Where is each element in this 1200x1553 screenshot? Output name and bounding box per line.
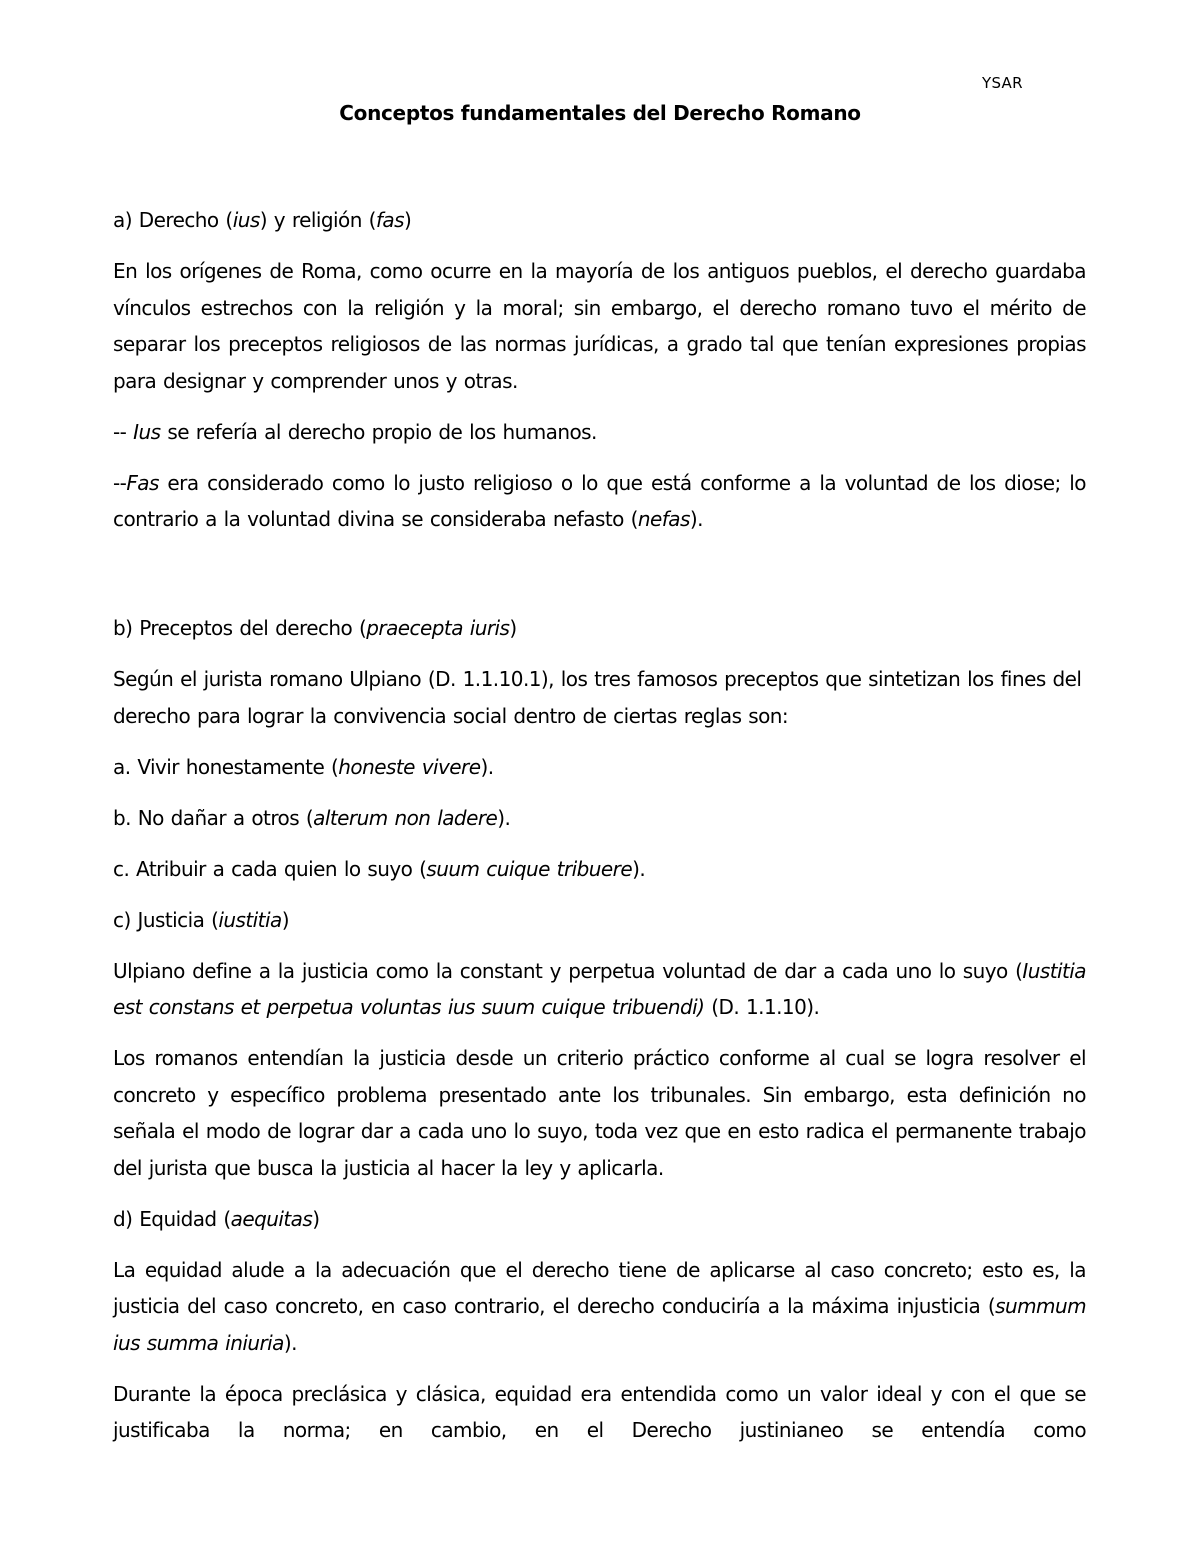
document-title: Conceptos fundamentales del Derecho Romano [339, 101, 861, 125]
section-a-paragraph-ius: -- Ius se refería al derecho propio de los humanos. [113, 419, 597, 444]
header-initials: YSAR [982, 74, 1023, 92]
section-d-paragraph-2: Durante la época preclásica y clásica, equidad era entendida como un valor ideal y con el que se justificaba la norma; en cambio, en el Derecho justinianeo se entendía como [113, 1381, 1086, 1442]
section-a-heading: a) Derecho (ius) y religión (fas) [113, 208, 412, 232]
precept-item-b: b. No dañar a otros (alterum non ladere). [113, 805, 511, 830]
section-d-paragraph-1: La equidad alude a la adecuación que el derecho tiene de aplicarse al caso concreto; esto es, la justicia del caso concreto, en caso contrario, el derecho conduciría a la máxima injusticia (summum ius summa iniuria). [113, 1257, 1086, 1355]
section-spacer [113, 552, 1086, 610]
precept-item-c: c. Atribuir a cada quien lo suyo (suum cuique tribuere). [113, 856, 646, 881]
section-a-paragraph-fas: --Fas era considerado como lo justo religioso o lo que está conforme a la voluntad de los diose; lo contrario a la voluntad divina se consideraba nefasto (nefas). [113, 470, 1086, 531]
section-a-paragraph-1: En los orígenes de Roma, como ocurre en la mayoría de los antiguos pueblos, el derecho guardaba vínculos estrechos con la religión y la moral; sin embargo, el derecho romano tuvo el mérito de separar los preceptos religiosos de las normas jurídicas, a grado tal que tenían expresiones propias para designar y comprender unos y otras. [113, 259, 1086, 393]
section-c-paragraph-2: Los romanos entendían la justicia desde un criterio práctico conforme al cual se logra resolver el concreto y específico problema presentado ante los tribunales. Sin embargo, esta definición no señala el modo de lograr dar a cada uno lo suyo, toda vez que en esto radica el permanente trabajo del jurista que busca la justicia al hacer la ley y aplicarla. [113, 1046, 1086, 1180]
section-d-heading: d) Equidad (aequitas) [113, 1206, 320, 1231]
section-b-heading: b) Preceptos del derecho (praecepta iuris) [113, 616, 517, 640]
document-body [113, 202, 1086, 1463]
section-c-heading: c) Justicia (iustitia) [113, 907, 289, 932]
precept-item-a: a. Vivir honestamente (honeste vivere). [113, 754, 494, 779]
section-c-paragraph-1: Ulpiano define a la justicia como la constant y perpetua voluntad de dar a cada uno lo suyo (Iustitia est constans et perpetua voluntas ius suum cuique tribuendi) (D. 1.1.10). [113, 958, 1086, 1019]
section-b-paragraph-1: Según el jurista romano Ulpiano (D. 1.1.10.1), los tres famosos preceptos que sintetizan los fines del derecho para lograr la convivencia social dentro de ciertas reglas son: [113, 667, 1082, 728]
